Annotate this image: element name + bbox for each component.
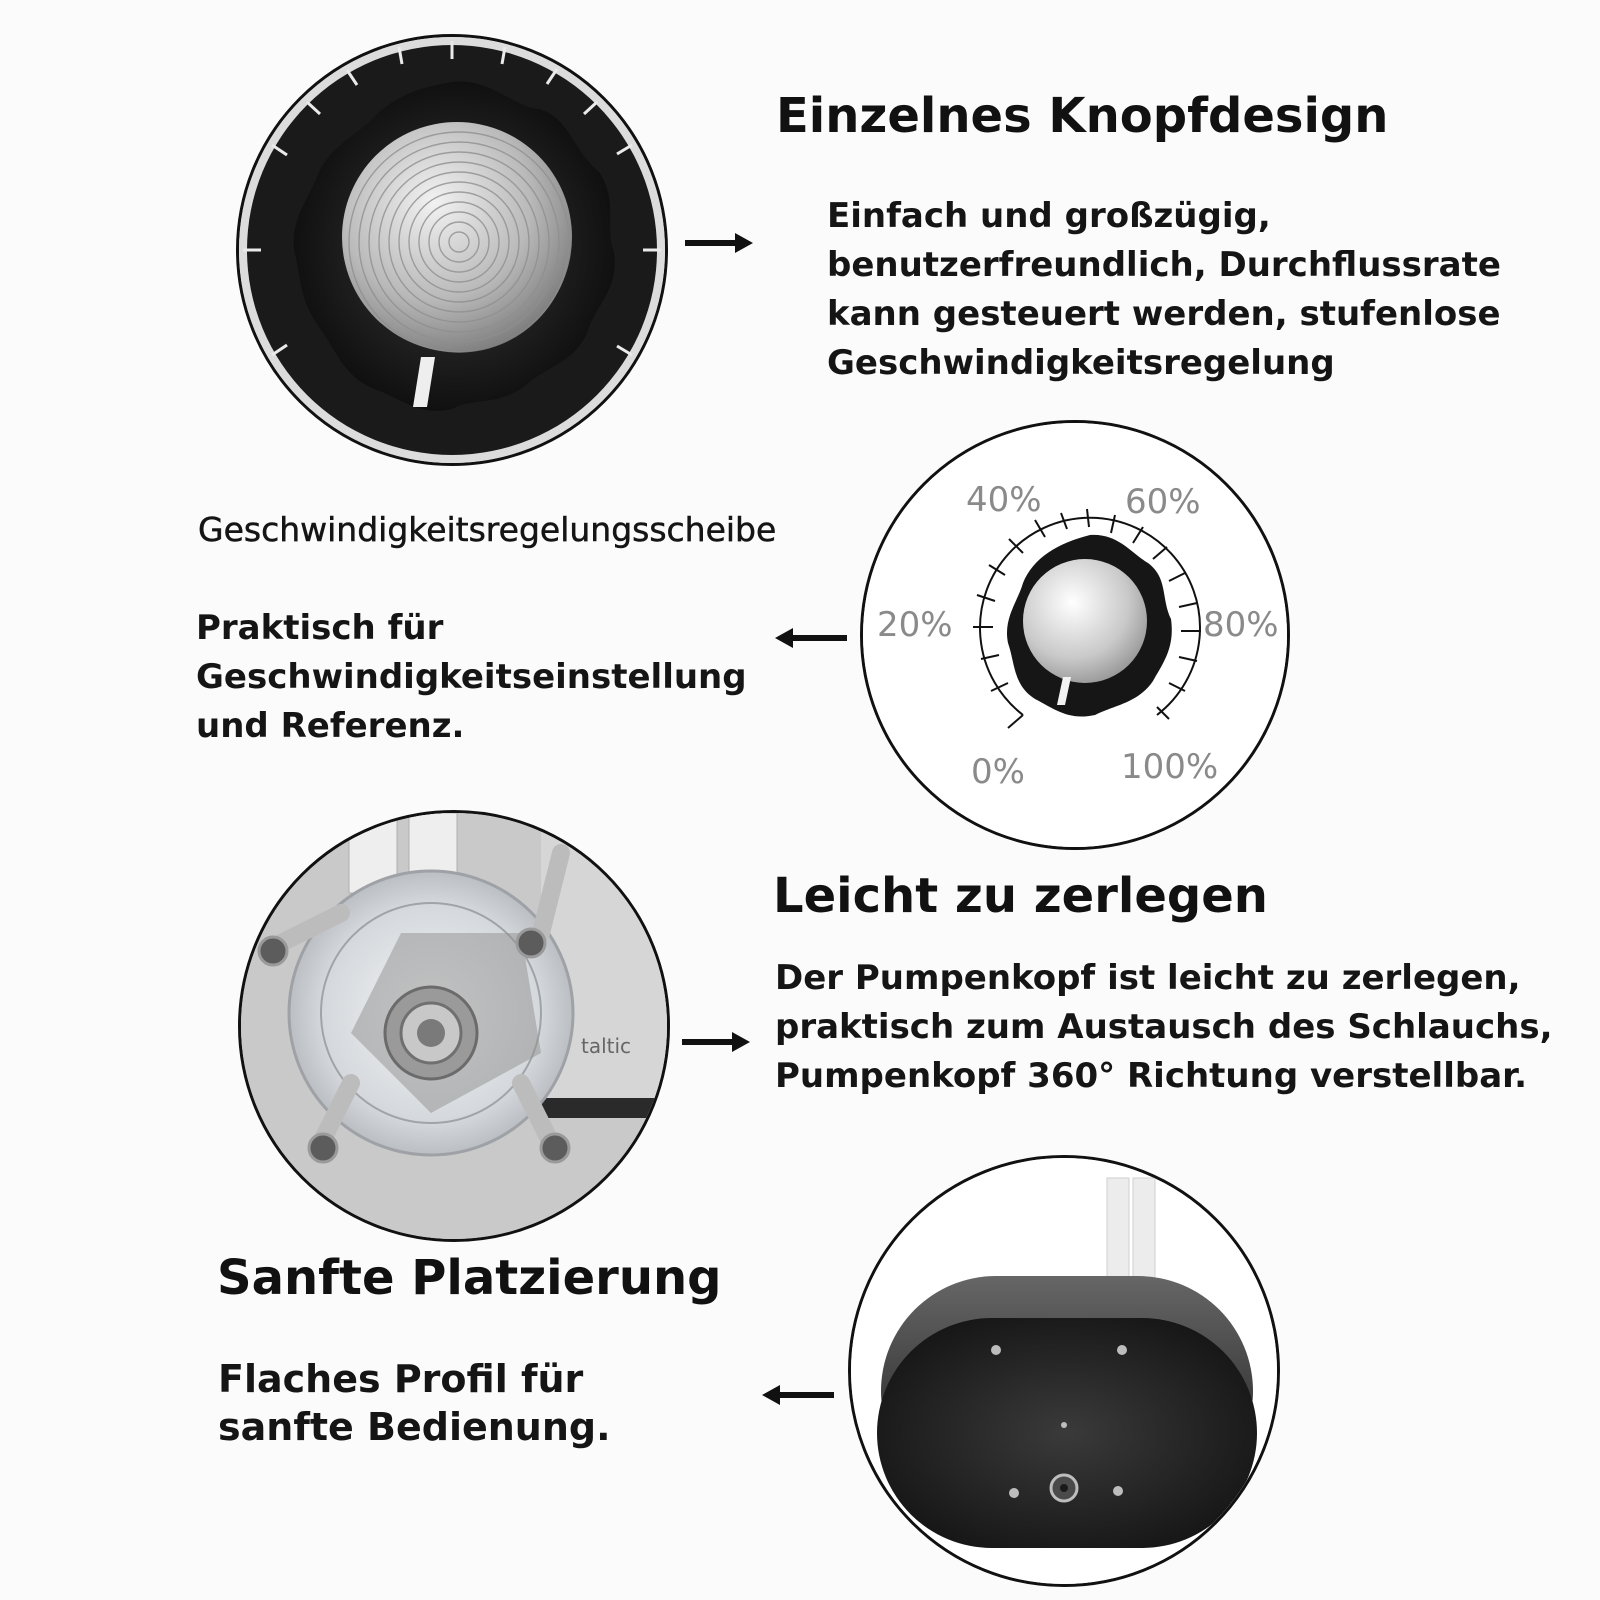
arrow-left-icon: [762, 1383, 834, 1407]
dial-scale-100: 100%: [1121, 747, 1219, 787]
knob-closeup-photo: [236, 34, 668, 466]
dial-scale-0: 0%: [971, 752, 1025, 792]
dial-scale-40: 40%: [966, 480, 1042, 520]
pump-head-illustration: [241, 813, 667, 1239]
dial-scale-80: 80%: [1203, 605, 1279, 645]
dial-scale-60: 60%: [1125, 482, 1201, 522]
dial-description: Praktisch für Geschwindigkeitseinstellung und Referenz.: [196, 608, 747, 746]
dial-scale-20: 20%: [877, 605, 953, 645]
placement-description: Flaches Profil für sanfte Bedienung.: [218, 1357, 611, 1449]
pumphead-heading: Leicht zu zerlegen: [773, 868, 1268, 924]
pumphead-description: Der Pumpenkopf ist leicht zu zerlegen, praktisch zum Austausch des Schlauchs, Pumpenkopf 360° Richtung verstellbar.: [775, 958, 1553, 1096]
speed-dial-photo: [860, 420, 1290, 850]
pump-bottom-illustration: [851, 1158, 1277, 1584]
pump-bottom-photo: [848, 1155, 1280, 1587]
dial-illustration: [863, 423, 1287, 847]
arrow-left-icon: [775, 626, 847, 650]
pump-head-photo-text: taltic: [581, 1034, 632, 1058]
arrow-right-icon: [682, 1030, 750, 1054]
dial-label: Geschwindigkeitsregelungsscheibe: [198, 510, 777, 549]
arrow-right-icon: [685, 231, 753, 255]
placement-heading: Sanfte Platzierung: [217, 1250, 722, 1306]
knob-illustration: [239, 37, 665, 463]
knob-heading: Einzelnes Knopfdesign: [776, 88, 1389, 144]
knob-description: Einfach und großzügig, benutzerfreundlich, Durchflussrate kann gesteuert werden, stufenlose Geschwindigkeitsregelung: [827, 196, 1501, 383]
pump-head-photo: [238, 810, 670, 1242]
